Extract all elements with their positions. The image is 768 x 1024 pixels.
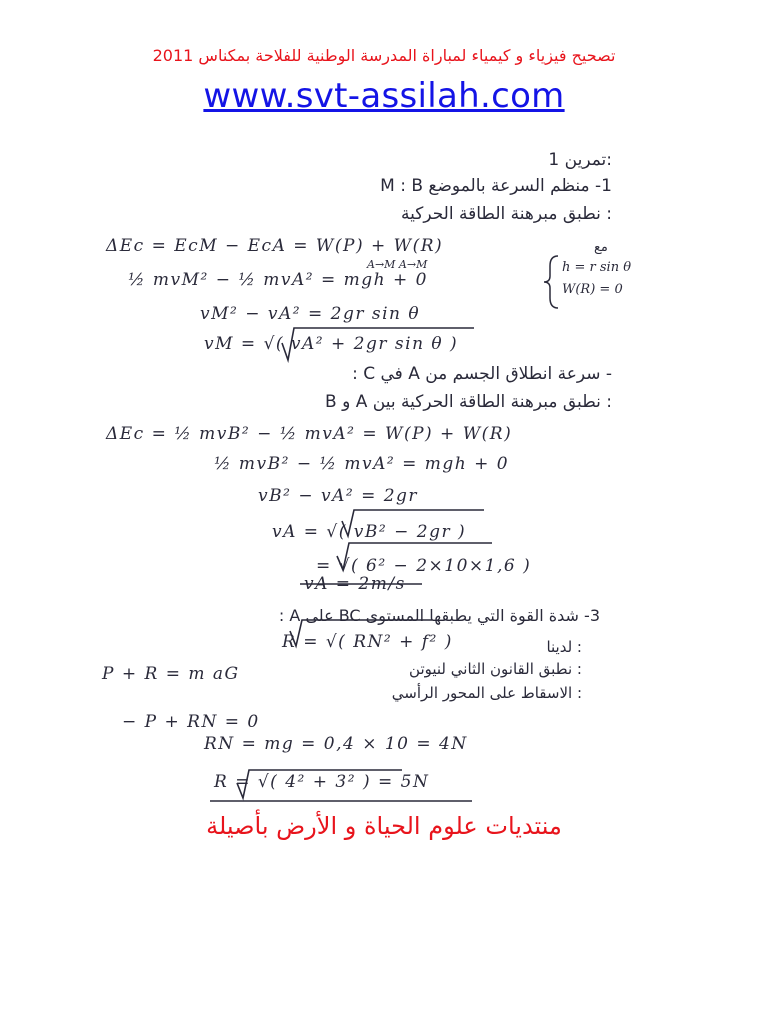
q1-equation-1: ΔEc = EcM − EcA = W(P) + W(R) — [106, 236, 444, 256]
q3-vector-equation: P + R = m aG — [102, 664, 240, 684]
q3-heading: 3- شدة القوة التي يطبقها المستوى BC على A : — [278, 606, 600, 625]
q2-result: vA = 2m/s — [304, 574, 406, 594]
q2-heading: - سرعة انطلاق الجسم من A في C : — [352, 364, 612, 384]
q3-r-formula: R = √( RN² + f² ) — [282, 632, 453, 652]
q3-equation-2: RN = mg = 0,4 × 10 = 4N — [204, 734, 468, 754]
exercise-title: :تمرين 1 — [548, 150, 612, 170]
q1-equation-4: vM = √( vA² + 2gr sin θ ) — [204, 334, 459, 354]
site-link[interactable]: www.svt-assilah.com — [203, 76, 565, 116]
q2-equation-2: ½ mvB² − ½ mvA² = mgh + 0 — [214, 454, 510, 474]
q1-note-1: h = r sin θ — [562, 260, 632, 275]
q1-heading: 1- منظم السرعة بالموضع M : B — [380, 176, 612, 196]
page-header-title: تصحيح فيزياء و كيمياء لمباراة المدرسة الوطنية للفلاحة بمكناس 2011 — [152, 46, 616, 65]
q2-method: : نطبق مبرهنة الطاقة الحركية بين A و B — [325, 392, 612, 412]
q1-note-label: مع — [594, 240, 608, 255]
handwritten-solution-scan — [92, 138, 672, 808]
q3-we-have: : لدينا — [546, 638, 582, 656]
q2-equation-4: vA = √( vB² − 2gr ) — [272, 522, 467, 542]
q1-equation-3: vM² − vA² = 2gr sin θ — [200, 304, 421, 324]
q2-equation-1: ΔEc = ½ mvB² − ½ mvA² = W(P) + W(R) — [106, 424, 513, 444]
q1-equation-2: ½ mvM² − ½ mvA² = mgh + 0 — [128, 270, 428, 290]
q1-note-2: W(R) = 0 — [562, 282, 623, 297]
q3-law: : نطبق القانون الثاني لنيوتن — [409, 660, 582, 678]
q3-equation-3: R = √( 4² + 3² ) = 5N — [214, 772, 430, 792]
q3-equation-1: − P + RN = 0 — [122, 712, 260, 732]
q2-equation-5: = √( 6² − 2×10×1,6 ) — [316, 556, 532, 576]
q1-method: : نطبق مبرهنة الطاقة الحركية — [400, 204, 612, 224]
q2-equation-3: vB² − vA² = 2gr — [258, 486, 419, 506]
forum-title: منتديات علوم الحياة و الأرض بأصيلة — [206, 812, 562, 840]
q1-equation-1-sub: A→M A→M — [367, 258, 428, 271]
q3-projection: : الاسقاط على المحور الرأسي — [391, 684, 582, 702]
